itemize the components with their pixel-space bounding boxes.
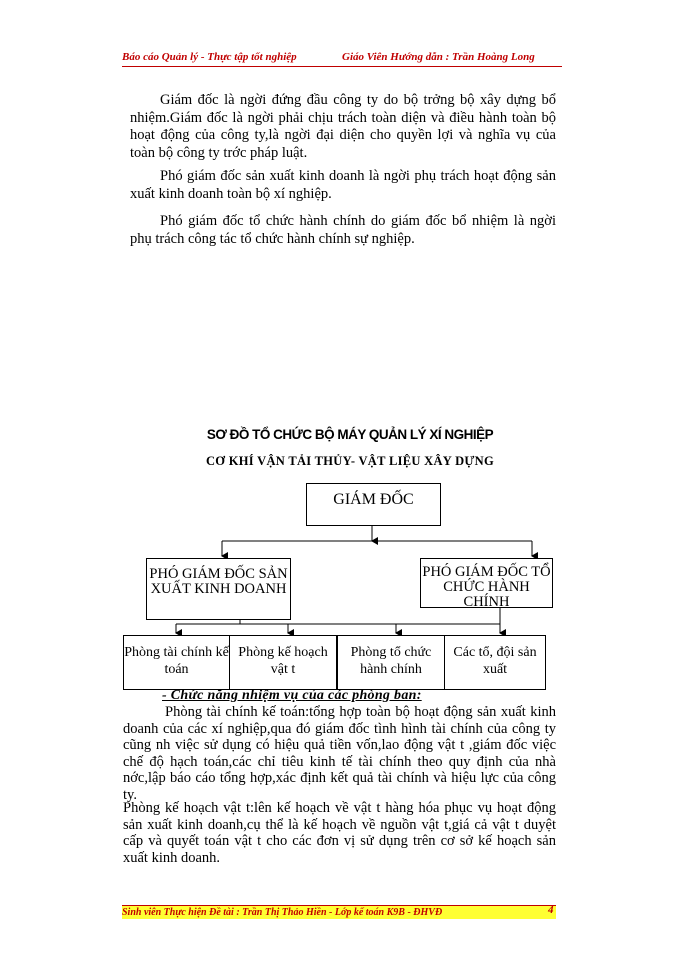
page-number: 4: [548, 904, 554, 916]
org-chart-subtitle: CƠ KHÍ VẬN TẢI THỦY- VẬT LIỆU XÂY DỰNG: [205, 454, 495, 468]
section-title: - Chức năng nhiệm vụ của các phòng ban:: [162, 688, 422, 703]
paragraph-deputy-business: Phó giám đốc sản xuất kinh doanh là ngời phụ trách hoạt động sản xuất kinh doanh toàn bộ xí nghiệp.: [130, 168, 556, 202]
header-left-text: Báo cáo Quản lý - Thực tập tốt nghiệp: [122, 51, 297, 63]
box-deputy-admin: PHÓ GIÁM ĐỐC TỔ CHỨC HÀNH CHÍNH: [420, 558, 553, 608]
paragraph-deputy-admin: Phó giám đốc tổ chức hành chính do giám đốc bổ nhiệm là ngời phụ trách công tác tổ chức hành chính sự nghiệp.: [130, 213, 556, 247]
body-paragraph-finance: Phòng tài chính kế toán:tổng hợp toàn bộ hoạt động sản xuất kinh doanh của các xí nghiệp,qua đó giám đốc tình hình tài chính của công ty cũng nh việc sử dụng có hiệu quả tiền vốn,lao động vật t ,giám đốc việc chế độ hạch toán,các chỉ tiêu kinh tế tài chính theo quy định của nhà nớc,lập báo cáo tổng hợp,xác định kết quả tài chính và hiệu lực của công ty.: [123, 704, 556, 803]
page-footer: [122, 905, 556, 919]
header-right-text: Giáo Viên Hướng dẫn : Trần Hoàng Long: [342, 51, 535, 63]
box-dept-production: Các tổ, đội sản xuất: [444, 635, 546, 690]
footer-text: Sinh viên Thực hiện Đề tài : Trần Thị Thảo Hiền - Lớp kế toán K9B - ĐHVĐ: [122, 907, 443, 918]
box-dept-admin: Phòng tổ chức hành chính: [337, 635, 445, 690]
box-deputy-business: PHÓ GIÁM ĐỐC SẢN XUẤT KINH DOANH: [146, 558, 291, 620]
box-dept-finance: Phòng tài chính kế toán: [123, 635, 230, 690]
org-chart-title: SƠ ĐỒ TỔ CHỨC BỘ MÁY QUẢN LÝ XÍ NGHIỆP: [206, 427, 494, 442]
paragraph-director: Giám đốc là ngời đứng đầu công ty do bộ trởng bộ xây dựng bổ nhiệm.Giám đốc là ngời phải chịu trách toàn diện và điều hành toàn bộ hoạt động của công ty,là ngời đại diện cho quyền lợi và nghĩa vụ của toàn bộ công ty trớc pháp luật.: [130, 92, 556, 161]
box-director: GIÁM ĐỐC: [306, 483, 441, 526]
body-paragraph-planning: Phòng kế hoạch vật t:lên kế hoạch về vật t hàng hóa phục vụ hoạt động sản xuất kinh doanh,cụ thể là kế hoạch về nguồn vật t,giá cả vật t duyệt cấp và quyết toán vật t cho các đơn vị sử dụng trên cơ sở kế hoạch sản xuất kinh doanh.: [123, 800, 556, 866]
box-dept-planning: Phòng kế hoạch vật t: [229, 635, 337, 690]
